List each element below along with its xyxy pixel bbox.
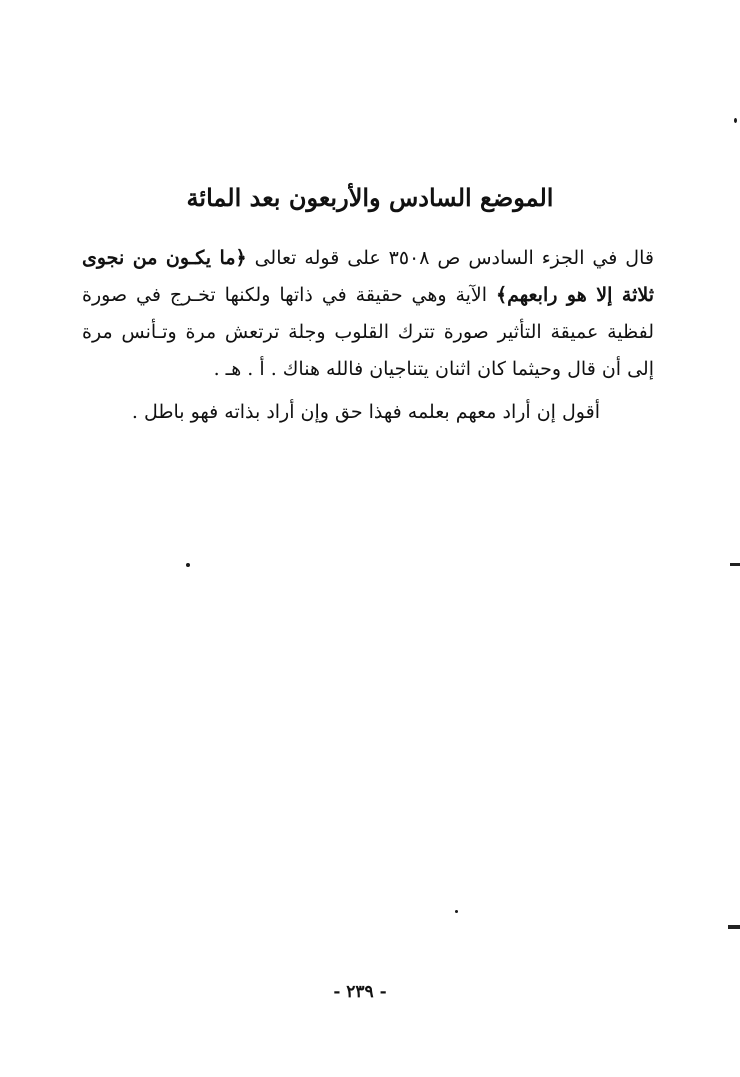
section-heading: الموضع السادس والأربعون بعد المائة xyxy=(186,183,554,212)
scan-speck xyxy=(734,118,737,123)
scan-edge-mark xyxy=(730,563,740,566)
paragraph-quote-rest: الآية وهي حقيقة في ذاتها ولكنها تخـرج في صورة لفظية عميقة التأثير صورة تترك القلوب وجلة ترتعش مرة وتـأنس مرة إلى أن قال وحيثما كان اثنان يتناجيان فالله هناك . أ . هـ . xyxy=(82,284,654,380)
scan-speck xyxy=(186,563,190,567)
paragraph-comment: أقول إن أراد معهم بعلمه فهذا حق وإن أراد بذاته فهو باطل . xyxy=(131,401,600,423)
page-number: - ٢٣٩ - xyxy=(333,982,387,1002)
quran-verse: ﴿ما يكـون من نجوى ثلاثة إلا هو رابعهم﴾ xyxy=(82,247,654,306)
paragraph-quote xyxy=(82,240,654,388)
scan-edge-mark xyxy=(728,925,740,929)
paragraph-quote-intro: قال في الجزء السادس ص ٣٥٠٨ على قوله تعالى xyxy=(246,247,654,269)
scan-speck xyxy=(455,910,458,913)
